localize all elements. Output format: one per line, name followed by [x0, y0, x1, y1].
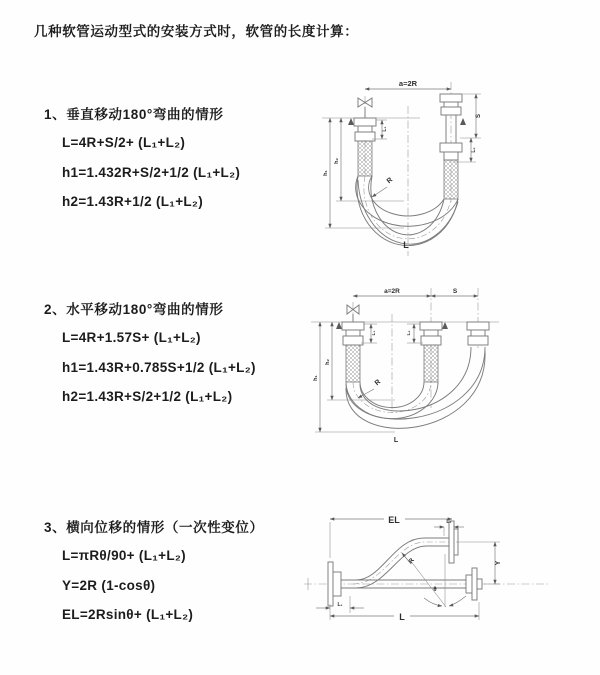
formula-h2: h2=1.43R+S/2+1/2 (L₁+L₂)	[62, 389, 233, 404]
up-arrow	[442, 322, 448, 329]
formula-length: L=πRθ/90+ (L₁+L₂)	[62, 548, 186, 563]
right-hose-fitting	[467, 322, 489, 345]
dim-label-s: S	[476, 113, 482, 119]
radius-callout	[358, 379, 382, 398]
dimension-el	[330, 515, 452, 558]
dim-label-l2: L₂	[407, 330, 412, 336]
left-hose-fitting	[342, 322, 364, 382]
dim-label-l1: L₁	[382, 126, 388, 132]
dimension-l1	[316, 596, 364, 613]
radius-callout	[372, 177, 394, 197]
dim-label-el: EL	[388, 515, 400, 525]
formula-h1: h1=1.43R+0.785S+1/2 (L₁+L₂)	[62, 359, 256, 375]
up-arrow	[336, 322, 342, 329]
dimension-a-2r	[365, 79, 451, 89]
up-arrow	[460, 118, 466, 125]
section-horizontal-180-bend	[44, 298, 256, 412]
formula-h1: h1=1.432R+S/2+1/2 (L₁+L₂)	[62, 164, 241, 180]
section-2-heading: 2、水平移动180°弯曲的情形	[44, 302, 224, 317]
label-radius: R	[373, 378, 383, 388]
section-vertical-180-bend	[44, 103, 240, 217]
right-hose-fitting-lower	[440, 143, 462, 199]
bend-angle-theta	[407, 554, 466, 607]
up-arrow	[348, 118, 354, 125]
formula-length: L=4R+1.57S+ (L₁+L₂)	[62, 330, 201, 345]
centerlines	[353, 288, 478, 414]
radius-callout	[402, 553, 416, 565]
middle-hose-fitting	[420, 322, 442, 382]
dim-label-y: Y	[495, 560, 502, 566]
dimension-s	[460, 94, 482, 138]
dim-label-l2: L₂	[471, 147, 477, 153]
page-title: 几种软管运动型式的安装方式时，软管的长度计算：	[34, 24, 359, 39]
left-flange	[328, 562, 341, 606]
left-hose-fitting	[354, 118, 376, 176]
dimension-s	[431, 288, 478, 296]
hose-u-bend-curves	[356, 176, 458, 246]
dimension-y	[456, 542, 502, 584]
label-length: L	[403, 240, 409, 250]
diagram-horizontal-180-bend	[303, 282, 545, 450]
dim-label-l2: L₂	[446, 519, 452, 525]
dim-label-h2: h₂	[325, 359, 331, 365]
label-radius: R	[385, 176, 395, 186]
dim-label-a2r: a=2R	[384, 288, 400, 295]
hose-s-curve-deflected	[356, 538, 449, 588]
label-radius: R	[407, 557, 416, 566]
dim-label-l1: L₁	[372, 330, 377, 336]
dim-label-h2: h₂	[334, 158, 340, 164]
dim-label-s: S	[452, 288, 458, 295]
dim-label-a2r: a=2R	[398, 79, 418, 88]
section-3-heading: 3、横向位移的情形（一次性变位）	[44, 520, 264, 535]
dim-label-h1: h₁	[313, 375, 319, 381]
dimension-a-2r	[353, 288, 431, 296]
right-flange	[466, 568, 482, 600]
diagram-lateral-displacement	[298, 506, 570, 654]
hose-u-bend-position-2	[346, 347, 485, 428]
dim-label-h1: h₁	[323, 170, 329, 176]
section-1-heading: 1、垂直移动180°弯曲的情形	[44, 107, 224, 122]
formula-el: EL=2Rsinθ+ (L₁+L₂)	[62, 607, 194, 622]
formula-y: Y=2R (1-cosθ)	[62, 577, 156, 593]
formula-h2: h2=1.43R+1/2 (L₁+L₂)	[62, 194, 204, 209]
section-lateral-displacement	[44, 516, 264, 630]
label-length: L	[393, 437, 399, 444]
dimension-l	[330, 602, 479, 622]
diagram-vertical-180-bend	[308, 76, 540, 260]
dim-label-l1: L₁	[337, 602, 343, 608]
label-theta: θ	[433, 587, 437, 593]
formula-length: L=4R+S/2+ (L₁+L₂)	[62, 135, 186, 150]
dim-label-l: L	[399, 612, 405, 622]
